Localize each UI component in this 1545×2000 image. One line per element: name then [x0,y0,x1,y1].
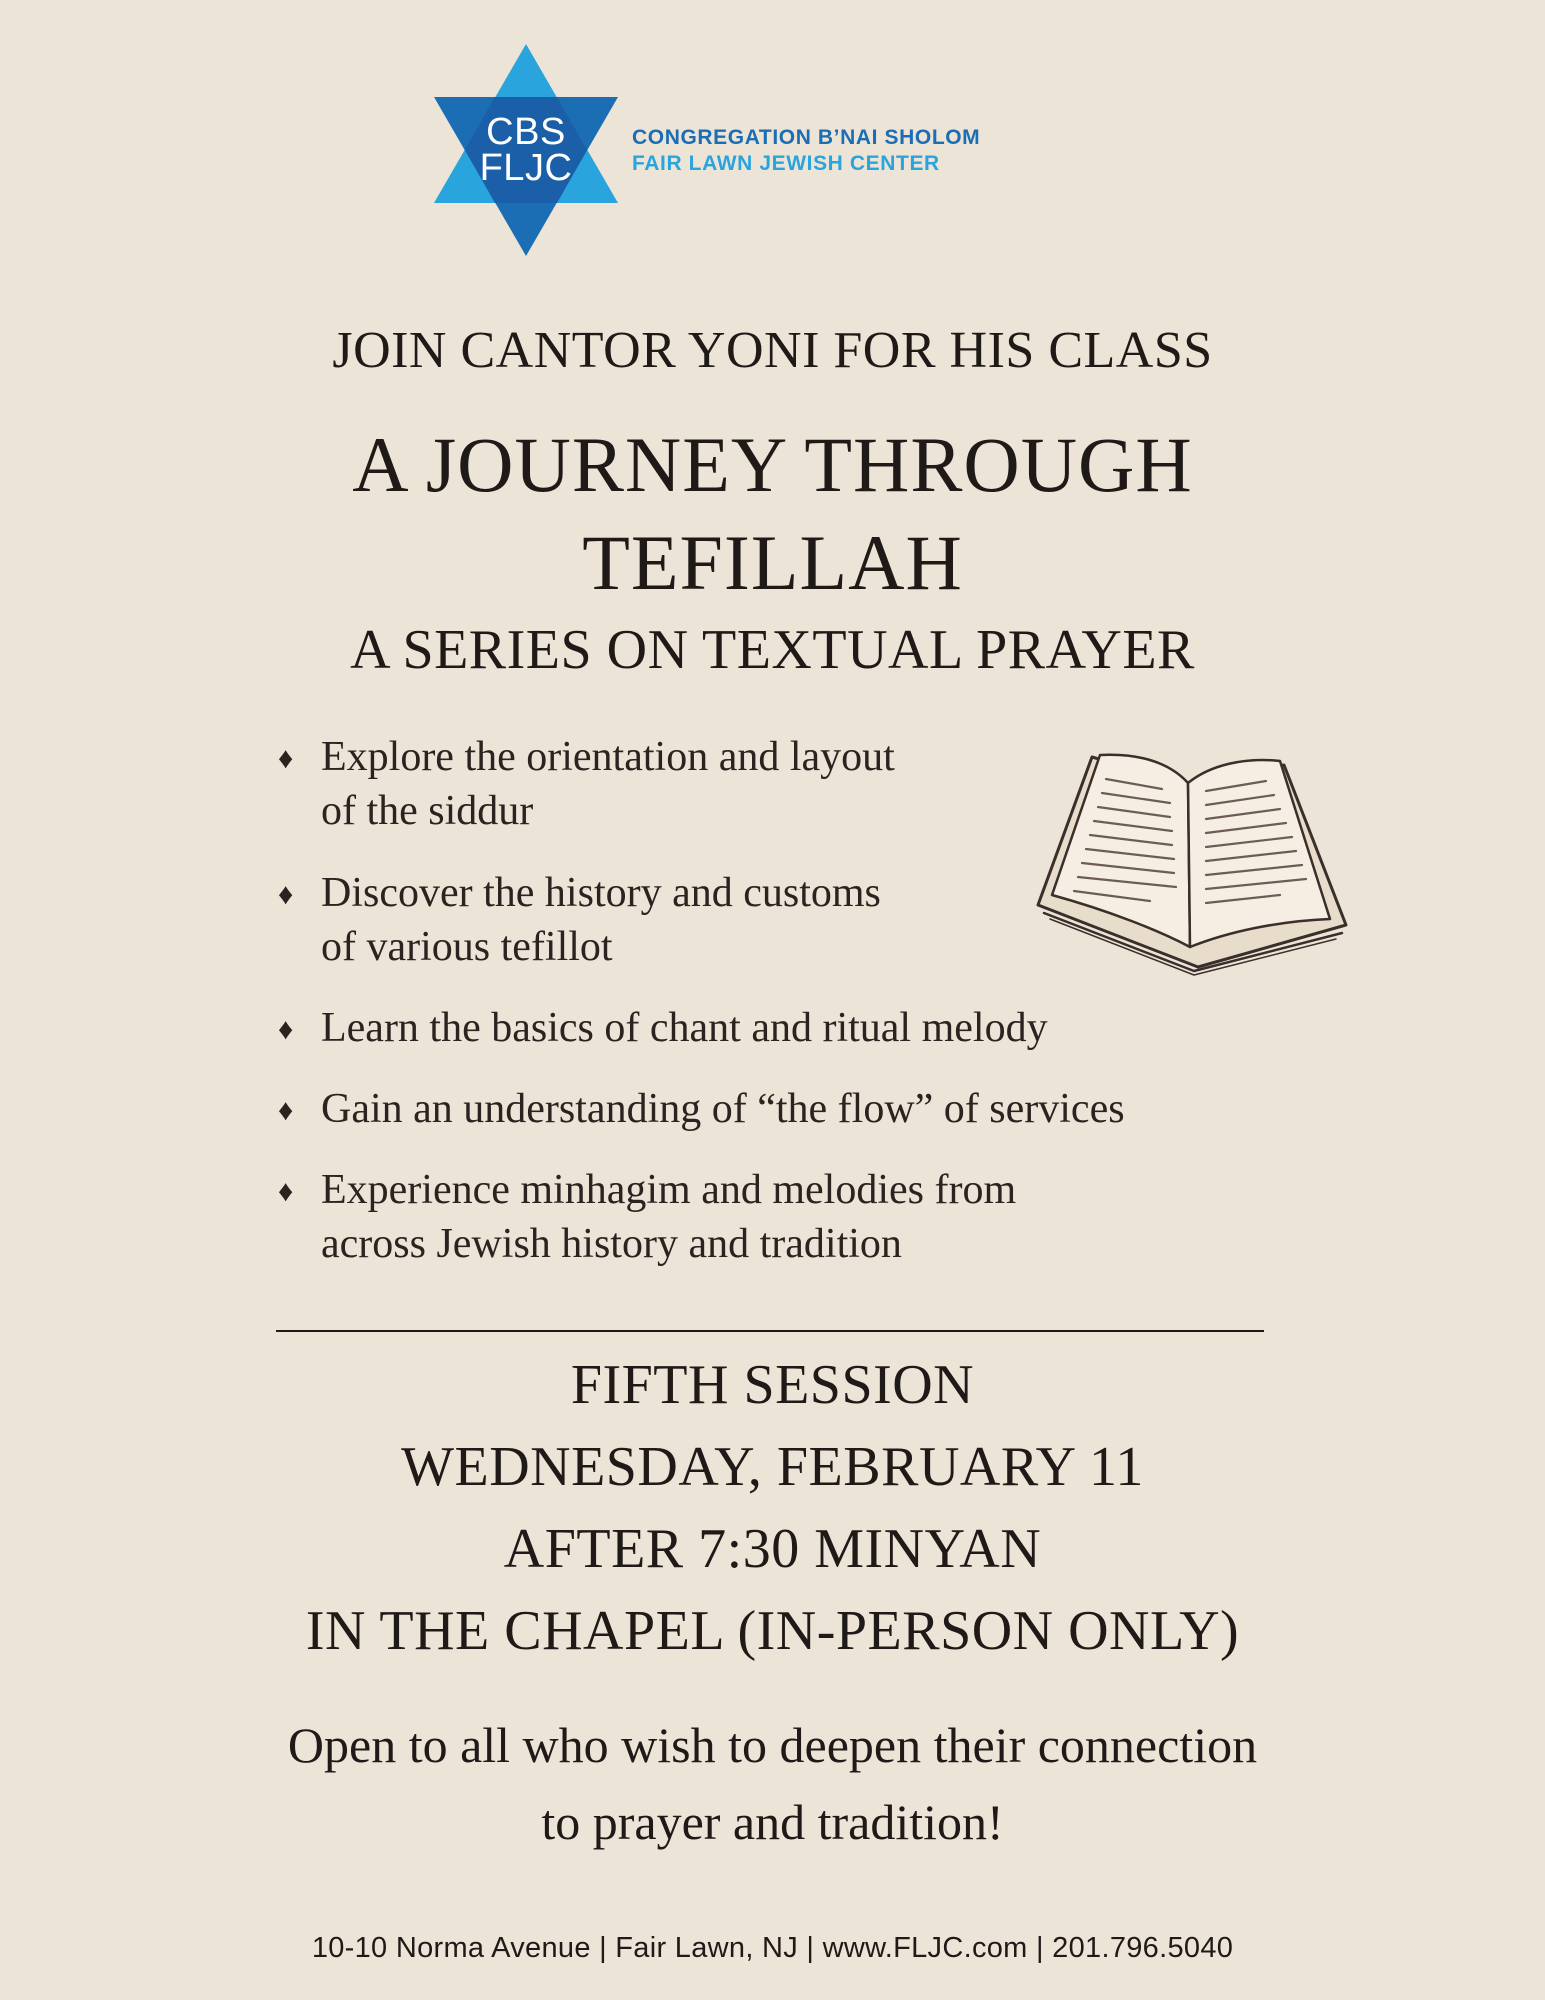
closing-line1: Open to all who wish to deepen their connection [287,1717,1258,1773]
diamond-bullet-icon: ♦ [278,878,294,911]
diamond-bullet-icon: ♦ [278,1175,294,1208]
class-title [0,420,1545,608]
class-title-line2: TEFILLAH [582,519,963,606]
footer-contact: 10-10 Norma Avenue | Fair Lawn, NJ | www.FLJC.com | 201.796.5040 [311,1932,1234,1964]
list-item-line2: of the siddur [321,788,534,834]
list-item-line1: Gain an understanding of “the flow” of services [321,1086,1125,1132]
diamond-bullet-icon: ♦ [278,1094,294,1127]
session-time: AFTER 7:30 MINYAN [503,1518,1042,1580]
open-book-icon [1030,735,1350,985]
session-location: IN THE CHAPEL (IN-PERSON ONLY) [305,1600,1240,1662]
list-item-line2: across Jewish history and tradition [321,1221,902,1267]
intro-heading: JOIN CANTOR YONI FOR HIS CLASS [332,322,1213,379]
list-item [270,1163,1016,1271]
list-item [270,866,881,974]
congregation-logo [434,44,1034,259]
list-item [270,730,895,838]
list-item-line2: of various tefillot [321,924,613,970]
section-divider [276,1330,1264,1332]
list-item-line1: Learn the basics of chant and ritual melody [321,1005,1048,1051]
list-item-line1: Explore the orientation and layout [321,734,895,780]
list-item [270,1082,1125,1136]
logo-mark-line1: CBS [486,111,566,153]
organization-name-line2: FAIR LAWN JEWISH CENTER [632,152,940,175]
diamond-bullet-icon: ♦ [278,742,294,775]
list-item [270,1001,1048,1055]
list-item-line1: Experience minhagim and melodies from [321,1167,1017,1213]
logo-mark-line2: FLJC [479,147,573,189]
class-title-line1: A JOURNEY THROUGH [352,421,1193,508]
organization-name [632,125,980,177]
session-number: FIFTH SESSION [570,1354,975,1416]
class-subtitle: A SERIES ON TEXTUAL PRAYER [350,619,1195,681]
list-item-line1: Discover the history and customs [321,870,881,916]
closing-line2: to prayer and tradition! [541,1794,1004,1850]
organization-name-line1: CONGREGATION B’NAI SHOLOM [632,126,981,149]
session-date: WEDNESDAY, FEBRUARY 11 [401,1436,1144,1498]
diamond-bullet-icon: ♦ [278,1013,294,1046]
